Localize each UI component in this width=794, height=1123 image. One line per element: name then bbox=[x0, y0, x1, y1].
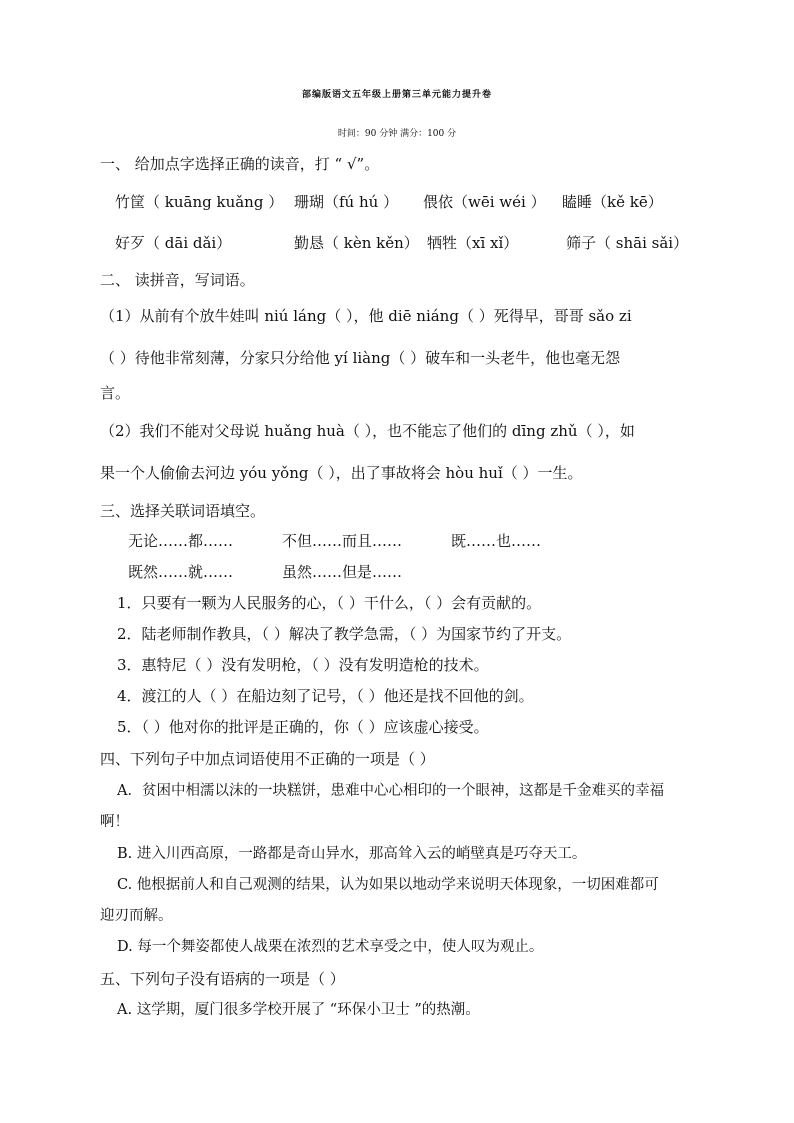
paragraph-line: 果一个人偷偷去河边 yóu yǒng（ ），出了事故将会 hòu huǐ（ ）一生。 bbox=[100, 464, 583, 482]
choice-option: D. 每一个舞姿都使人战栗在浓烈的艺术享受之中，使人叹为观止。 bbox=[117, 939, 544, 955]
section-4-heading: 四、下列句子中加点词语使用不正确的一项是（ ） bbox=[100, 750, 435, 768]
conjunction-option: 既……也…… bbox=[451, 532, 542, 550]
conjunction-option: 不但……而且…… bbox=[282, 532, 403, 550]
pinyin-choice: 偎依（wēi wéi ） bbox=[423, 193, 546, 211]
conjunction-option: 无论……都…… bbox=[128, 532, 234, 550]
choice-option-continued: 啊！ bbox=[100, 814, 129, 830]
pinyin-choice: 珊瑚（fú hú ） bbox=[294, 193, 399, 211]
choice-option: A．贫困中相濡以沫的一块糕饼，患难中心心相印的一个眼神，这都是千金难买的幸福 bbox=[117, 783, 664, 799]
fill-blank-item: 4．渡江的人（ ）在船边刻了记号，（ ）他还是找不回他的剑。 bbox=[117, 687, 534, 705]
fill-blank-item: 2．陆老师制作教具，（ ）解决了教学急需，（ ）为国家节约了开支。 bbox=[117, 625, 572, 643]
conjunction-option: 既然……就…… bbox=[128, 563, 234, 581]
choice-option: B. 进入川西高原，一路都是奇山异水，那高耸入云的峭壁真是巧夺天工。 bbox=[117, 846, 587, 862]
fill-blank-item: 5．（ ）他对你的批评是正确的，你（ ）应该虚心接受。 bbox=[117, 718, 489, 736]
fill-blank-item: 1．只要有一颗为人民服务的心，（ ）干什么，（ ）会有贡献的。 bbox=[117, 594, 542, 612]
pinyin-choice: 好歹（ dāi dǎi） bbox=[115, 234, 232, 252]
exam-time-score: 时间：90 分钟 满分：100 分 bbox=[337, 129, 457, 139]
choice-option: A. 这学期，厦门很多学校开展了 “环保小卫士 ”的热潮。 bbox=[117, 1002, 480, 1018]
fill-blank-item: 3．惠特尼（ ）没有发明枪，（ ）没有发明造枪的技术。 bbox=[117, 656, 489, 674]
section-5-heading: 五、下列句子没有语病的一项是（ ） bbox=[100, 970, 345, 988]
choice-option-continued: 迎刃而解。 bbox=[100, 908, 173, 924]
section-1-heading: 一、 给加点字选择正确的读音，打 “ √”。 bbox=[100, 155, 380, 173]
paragraph-line: 言。 bbox=[100, 384, 131, 402]
page-title: 部编版语文五年级上册第三单元能力提升卷 bbox=[301, 90, 492, 100]
paragraph-line: （ ）待他非常刻薄，分家只分给他 yí liàng（ ）破车和一头老牛，他也毫无怨 bbox=[100, 349, 621, 367]
pinyin-choice: 竹筐（ kuāng kuǎng ） bbox=[115, 193, 284, 211]
choice-option: C. 他根据前人和自己观测的结果，认为如果以地动学来说明天体现象，一切困难都可 bbox=[117, 877, 659, 893]
conjunction-option: 虽然……但是…… bbox=[282, 563, 403, 581]
paragraph-line: （2）我们不能对父母说 huǎng huà（ ），也不能忘了他们的 dīng zhǔ（ ），如 bbox=[100, 422, 635, 440]
pinyin-choice: 筛子（ shāi sǎi） bbox=[566, 234, 689, 252]
pinyin-choice: 瞌睡（kě kē） bbox=[562, 193, 663, 211]
pinyin-choice: 牺牲（xī xǐ） bbox=[427, 234, 519, 252]
section-2-heading: 二、 读拼音，写词语。 bbox=[100, 271, 255, 289]
section-3-heading: 三、选择关联词语填空。 bbox=[100, 502, 266, 520]
pinyin-choice: 勤恳（ kèn kěn） bbox=[294, 234, 419, 252]
paragraph-line: （1）从前有个放牛娃叫 niú láng（ ），他 diē niáng（ ）死得早，哥哥 sǎo zi bbox=[100, 307, 632, 325]
